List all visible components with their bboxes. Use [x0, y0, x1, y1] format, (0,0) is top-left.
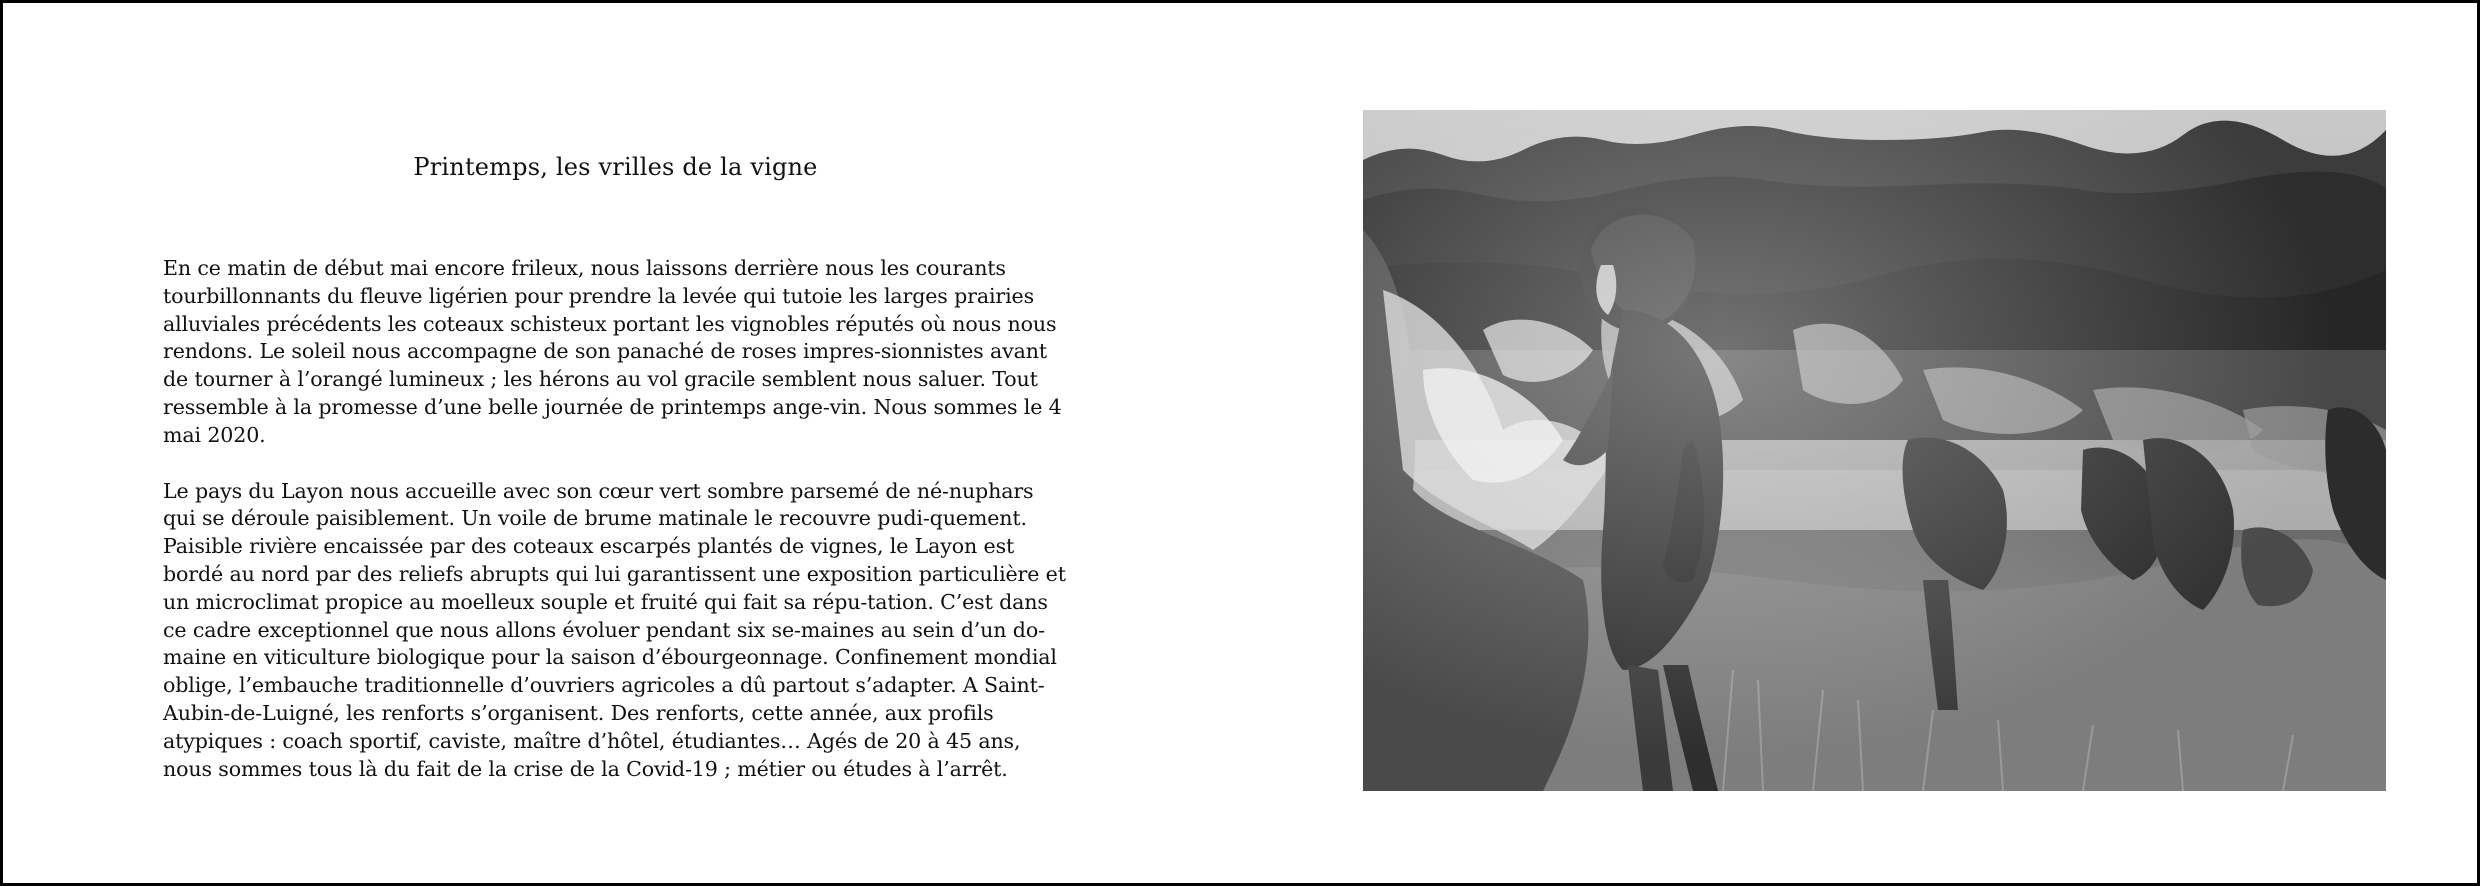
- vineyard-photo: [1363, 110, 2386, 791]
- text-page: [163, 153, 1068, 811]
- chapter-title: Printemps, les vrilles de la vigne: [413, 153, 818, 181]
- vineyard-photo-icon: [1363, 110, 2386, 791]
- paragraph-1: En ce matin de début mai encore frileux, nous laissons derrière nous les courants tourbillonnants du fleuve ligérien pour prendre la levée qui tutoie les larges prairies alluviales précédents les coteaux schisteux portant les vignobles réputés où nous nous rendons. Le soleil nous accompagne de son panaché de roses impres-sionnistes avant de tourner à l’orangé lumineux ; les hérons au vol gracile semblent nous saluer. Tout ressemble à la promesse d’une belle journée de printemps ange-vin. Nous sommes le 4 mai 2020.: [163, 256, 1062, 447]
- paragraph-2: Le pays du Layon nous accueille avec son cœur vert sombre parsemé de né-nuphars qui se déroule paisiblement. Un voile de brume matinale le recouvre pudi-quement. Paisible rivière encaissée par des coteaux escarpés plantés de vignes, le Layon est bordé au nord par des reliefs abrupts qui lui garantissent une exposition particulière et un microclimat propice au moelleux souple et fruité qui fait sa répu-tation. C’est dans ce cadre exceptionnel que nous allons évoluer pendant six se-maines au sein d’un do-maine en viticulture biologique pour la saison d’ébourgeonnage. Confinement mondial oblige, l’embauche traditionnelle d’ouvriers agricoles a dû partout s’adapter. A Saint-Aubin-de-Luigné, les renforts s’organisent. Des renforts, cette année, aux profils atypiques : coach sportif, caviste, maître d’hôtel, étudiantes… Agés de 20 à 45 ans, nous sommes tous là du fait de la crise de la Covid-19 ; métier ou études à l’arrêt.: [163, 478, 1066, 781]
